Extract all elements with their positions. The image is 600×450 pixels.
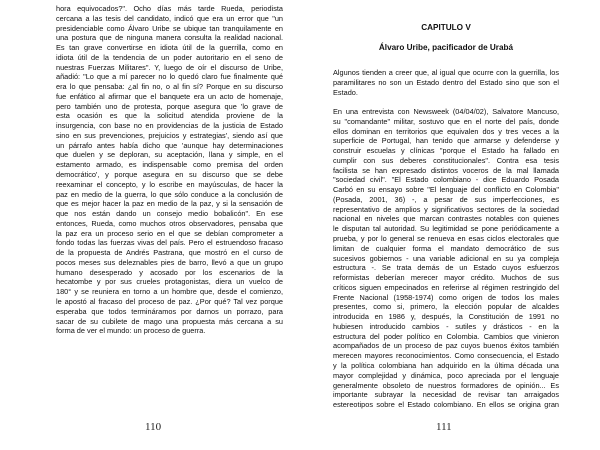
text-line: estereotipos sobre el Estado colombiano. En ellos se origina gran xyxy=(333,400,559,410)
text-line: reexaminar el concepto, y lo escribe en mayúsculas, de hacer la xyxy=(56,179,283,189)
text-line: paz en medio de la guerra, lo que sólo conduce a la conclusión de xyxy=(56,189,283,199)
text-line: introducida en 1986 y, después, la Constitución de 1991 no xyxy=(333,312,559,322)
text-line: merecen mayores reconocimientos. Como consecuencia, el Estado xyxy=(333,351,559,361)
text-line: "sociedad civil". "El Estado colombiano - dice Eduardo Posada xyxy=(333,175,559,185)
text-line: pero también uno de protesta, porque asegura que 'lo grave de xyxy=(56,101,283,111)
text-line: Algunos tienden a creer que, al igual que ocurre con la guerrilla, los xyxy=(333,68,559,77)
text-line: En una entrevista con Newsweek (04/04/02), Salvatore Mancuso, xyxy=(333,107,559,117)
text-line: sacar de su cubilete de mago una propuesta más cercana a su xyxy=(56,316,283,326)
text-line: que duelen y se deploran, su aceptación, llana y simple, en el xyxy=(56,150,283,160)
text-line: la paz era un proceso serio en el que se debían comprometer a xyxy=(56,228,283,238)
text-line: idiota útil de la tendencia de un poder autoritario en el seno de xyxy=(56,52,283,62)
text-line: (Posada, 2001, 36) -, a pesar de sus imperfecciones, es xyxy=(333,194,559,204)
text-line: que nos están dando un consejo medio bobalicón". En ese xyxy=(56,209,283,219)
text-line: fue enfático al afirmar que el banquete era un acto de homenaje, xyxy=(56,91,283,101)
text-line: hecatombe y por sus crueles protagonistas, diera un vuelco de xyxy=(56,277,283,287)
text-line: representativo de amplios y significativos sectores de la sociedad xyxy=(333,204,559,214)
text-line: facilista se han expresado distintos voceros de la mal llamada xyxy=(333,165,559,175)
text-line: 180° y se reuniera en torno a un hombre que, desde el comienzo, xyxy=(56,287,283,297)
text-line: reformistas deberían merecer mayor crédito. Muchos de sus xyxy=(333,273,559,283)
text-line: construir escuelas y clínicas "porque el Estado ha fallado en xyxy=(333,146,559,156)
text-line: estructura del poder político en Colombia. Cambios que vinieron xyxy=(333,331,559,341)
text-line: mayor complejidad y dinámica, poco apreciada por el lenguaje xyxy=(333,370,559,380)
right-page-number: 111 xyxy=(436,421,452,433)
text-line: cumplir con sus deberes constitucionales". Contra esa tesis xyxy=(333,155,559,165)
text-line: era lo que pensaba: ¿al fin no, o al fin sí? Porque en su discurso xyxy=(56,82,283,92)
text-line: generalmente obsoleto de nuestros formadores de opinión... Es xyxy=(333,380,559,390)
text-line: Frente Nacional (1958-1974) como origen de todos los males xyxy=(333,292,559,302)
text-line: Es tan grave convertirse en idiota útil de la guerrilla, como en xyxy=(56,43,283,53)
left-page xyxy=(0,0,290,450)
right-page xyxy=(310,0,600,450)
text-line: prueba, y por lo general se renueva en esas ciclos electorales que xyxy=(333,234,559,244)
text-line: fondo todas las fuerzas vivas del país. Pero el estruendoso fracaso xyxy=(56,238,283,248)
text-line: entonces, Rueda, como muchos otros observadores, pensaba que xyxy=(56,218,283,228)
text-line: humano desesperado y acosado por los escenarios de la xyxy=(56,267,283,277)
text-line: su "comandante" militar, sostuvo que en el norte del país, donde xyxy=(333,116,559,126)
text-line: le apostó al fracaso del proceso de paz. ¿Por qué? Tal vez porque xyxy=(56,296,283,306)
text-line: y la política colombiana han adquirido en la última década una xyxy=(333,360,559,370)
text-line: le disputan tal autoridad. Su legitimidad se pone periódicamente a xyxy=(333,224,559,234)
text-line: cercana a las tesis del candidato, indicó que era un error que "un xyxy=(56,13,283,23)
book-gutter xyxy=(290,0,310,450)
text-line: una postura que de ninguna manera consulta la realidad nacional. xyxy=(56,33,283,43)
text-line: pocos meses sus deleznables pies de barro, llevó a que un grupo xyxy=(56,257,283,267)
text-line: un párrafo antes había dicho que 'aunque hay determinaciones xyxy=(56,140,283,150)
text-line: insurgencia, con base no en providencias de la justicia de Estado xyxy=(56,121,283,131)
text-line: hora equivocados?". Ocho días más tarde Rueda, periodista xyxy=(56,4,283,13)
left-page-number: 110 xyxy=(145,421,162,433)
text-line: de la propuesta de Andrés Pastrana, que mostró en el curso de xyxy=(56,248,283,258)
text-line: nuestras Fuerzas Militares". Y, luego de oír el discurso de Uribe, xyxy=(56,62,283,72)
text-line: añadió: "Lo que a mí parecer no lo quedó claro fue finalmente qué xyxy=(56,72,283,82)
text-line: limitan de cualquier forma el mandato democrático de sus xyxy=(333,243,559,253)
text-line: nacional en niveles que marcan contrastes notables con quienes xyxy=(333,214,559,224)
right-page-text xyxy=(333,68,559,410)
text-line: paramilitares no son un Estado dentro del Estado sino que son el xyxy=(333,77,559,87)
text-line: esperaba que todos termináramos por darnos un porrazo, para xyxy=(56,306,283,316)
text-line: críticos siguen empecinados en referirse al régimen restringido del xyxy=(333,282,559,292)
chapter-subtitle: Álvaro Uribe, pacificador de Urabá xyxy=(378,43,514,52)
text-line: hubiesen introducido cambios - sutiles y drásticos - en la xyxy=(333,321,559,331)
text-line: ellos dominan en territorios que equivalen dos y tres veces a la xyxy=(333,126,559,136)
text-line: presentes, como si, primero, la elección popular de alcaldes xyxy=(333,302,559,312)
text-line: estamento armado, es indispensable como premisa del orden xyxy=(56,160,283,170)
text-line: importante subrayar la necesidad de revisar tan arraigados xyxy=(333,390,559,400)
text-line: Estado. xyxy=(333,87,358,97)
text-line: sino en sus prevenciones, prejuicios y estrategias', siendo así que xyxy=(56,130,283,140)
text-line: esta ocasión es que la solicitud atendida proviene de la xyxy=(56,111,283,121)
text-line: democrático', y porque asegura en su discurso que se debe xyxy=(56,170,283,180)
text-line: que es mejor hacer la paz en medio de la paz, y si la sensación de xyxy=(56,199,283,209)
text-line: superficie de Portugal, han tenido que armarse y defenderse y xyxy=(333,136,559,146)
text-line: acompañados de un proceso de paz cuyos buenos éxitos también xyxy=(333,341,559,351)
chapter-title: CAPITULO V xyxy=(421,23,471,32)
text-line: estructura -. Se trata demás de un Estado cuyos esfuerzos xyxy=(333,263,559,273)
text-line: sucesivos gobiernos - una variable adicional en su ya compleja xyxy=(333,253,559,263)
text-line: forma de ver el mundo: un proceso de guerra. xyxy=(56,326,206,336)
left-page-text xyxy=(56,4,283,336)
text-line: Carbó en su ensayo sobre "El lenguaje del conflicto en Colombia" xyxy=(333,185,559,195)
text-line: presidenciable como Álvaro Uribe se ubique tan tranquilamente en xyxy=(56,23,283,33)
